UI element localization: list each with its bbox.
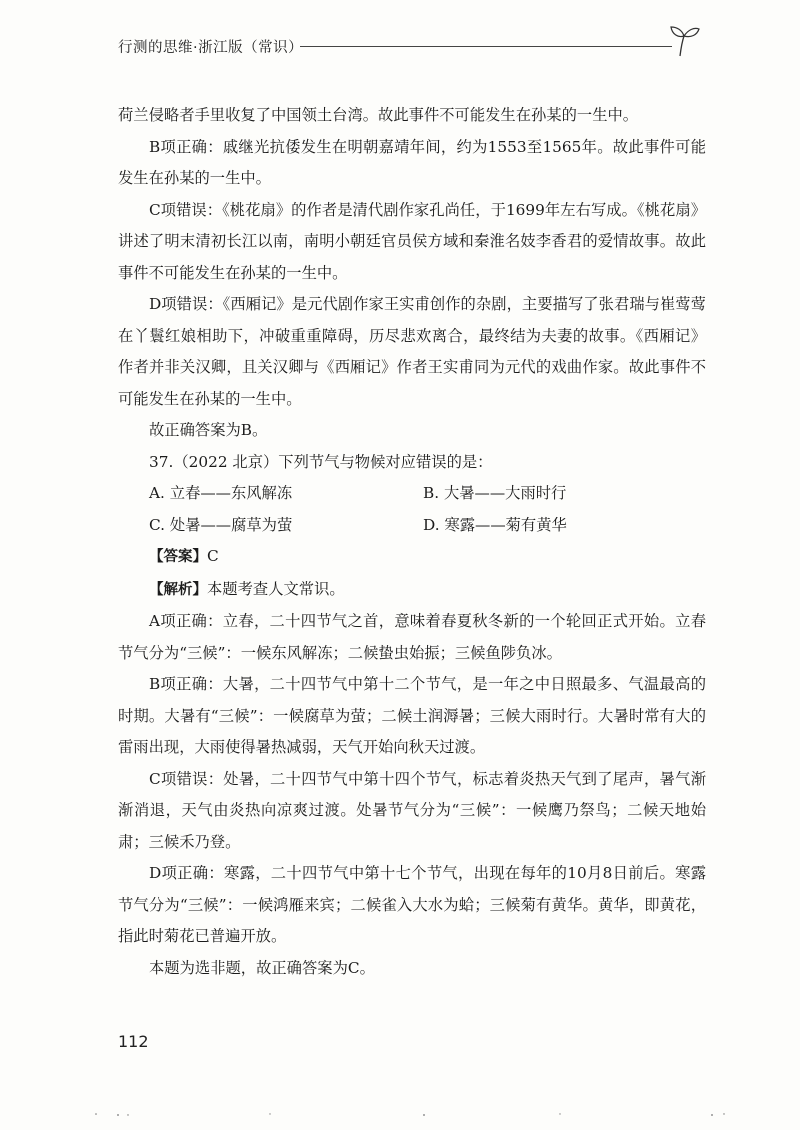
question-conclusion: 本题为选非题，故正确答案为C。 xyxy=(149,958,375,977)
option-c: C. 处暑——腐草为萤 xyxy=(149,515,293,534)
scan-specks xyxy=(0,1110,800,1118)
analysis-tag: 【解析】 xyxy=(149,581,207,598)
analysis-line xyxy=(118,574,706,607)
options-row-2 xyxy=(118,510,706,542)
running-header xyxy=(118,22,718,62)
page-number: 112 xyxy=(118,1032,149,1051)
answer-tag: 【答案】 xyxy=(149,549,207,565)
option-d: D. 寒露——菊有黄华 xyxy=(423,515,567,534)
prev-text: 荷兰侵略者手里收复了中国领土台湾。故此事件不可能发生在孙某的一生中。 xyxy=(118,106,639,124)
prev-conclusion: 故正确答案为B。 xyxy=(149,421,268,439)
option-a: A. 立春——东风解冻 xyxy=(149,484,293,502)
header-title: 行测的思维·浙江版（常识） xyxy=(118,40,304,56)
question-stem: 37.（2022 北京）下列节气与物候对应错误的是： xyxy=(149,452,493,471)
option-d-explanation: D项正确：寒露，二十四节气中第十七个节气，出现在每年的10月8日前后。寒露节气分为“三候”：一候鸿雁来宾；二候雀入大水为蛤；三候菊有黄华。黄华，即黄花，指此时菊花已普遍开放。 xyxy=(118,864,706,945)
sprout-icon xyxy=(666,22,702,58)
option-b-explanation: B项正确：大暑，二十四节气中第十二个节气，是一年之中日照最多、气温最高的时期。大暑有“三候”：一候腐草为萤；二候土润溽暑；三候大雨时行。大暑时常有大的雷雨出现，大雨使得暑热减弱，天气开始向秋天过渡。 xyxy=(118,675,706,756)
option-c-explanation: C项错误：处暑，二十四节气中第十四个节气，标志着炎热天气到了尾声，暑气渐渐消退，天气由炎热向凉爽过渡。处暑节气分为“三候”：一候鹰乃祭鸟；二候天地始肃；三候禾乃登。 xyxy=(118,769,706,851)
prev-option-b-explanation: B项正确：戚继光抗倭发生在明朝嘉靖年间，约为1553至1565年。故此事件可能发生在孙某的一生中。 xyxy=(118,137,706,187)
option-b: B. 大暑——大雨时行 xyxy=(423,484,567,502)
answer-value: C xyxy=(207,547,219,565)
header-rule xyxy=(300,46,672,47)
prev-option-d-explanation: D项错误：《西厢记》是元代剧作家王实甫创作的杂剧，主要描写了张君瑞与崔莺莺在丫鬟红娘相助下，冲破重重障碍，历尽悲欢离合，最终结为夫妻的故事。《西厢记》作者并非关汉卿，且关汉卿与《西厢记》作者王实甫同为元代的戏曲作家。故此事件不可能发生在孙某的一生中。 xyxy=(118,295,706,408)
answer-line xyxy=(118,541,706,574)
analysis-intro: 本题考查人文常识。 xyxy=(207,579,345,598)
page-body xyxy=(118,100,706,984)
prev-option-c-explanation: C项错误：《桃花扇》的作者是清代剧作家孔尚任，于1699年左右写成。《桃花扇》讲述了明末清初长江以南，南明小朝廷官员侯方域和秦淮名妓李香君的爱情故事。故此事件不可能发生在孙某的一生中。 xyxy=(118,200,706,282)
option-a-explanation: A项正确：立春，二十四节气之首，意味着春夏秋冬新的一个轮回正式开始。立春节气分为“三候”：一候东风解冻；二候蛰虫始振；三候鱼陟负冰。 xyxy=(118,612,706,662)
options-row-1 xyxy=(118,478,706,510)
